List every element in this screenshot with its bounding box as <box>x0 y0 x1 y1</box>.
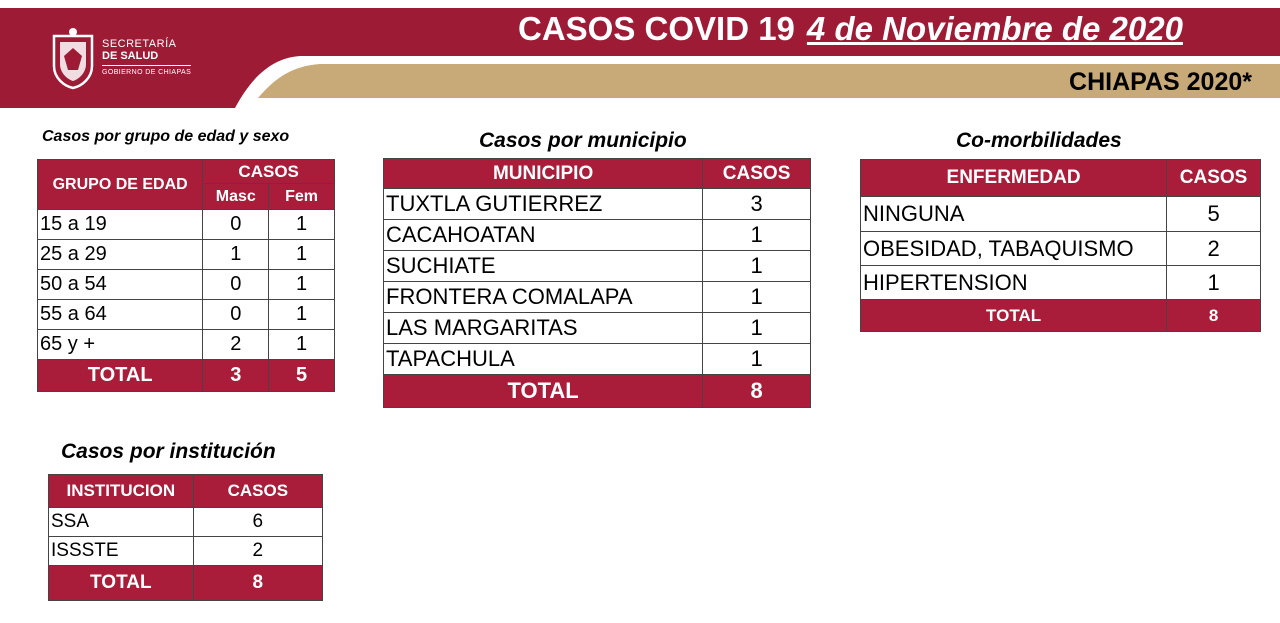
table-row <box>861 232 1261 266</box>
total-label: TOTAL <box>384 375 703 408</box>
total-value: 8 <box>193 566 322 601</box>
municipio-cases: 1 <box>703 344 811 375</box>
municipio-cases: 1 <box>703 282 811 313</box>
disease-name: HIPERTENSION <box>861 266 1167 300</box>
total-value: 8 <box>703 375 811 408</box>
org-line3: GOBIERNO DE CHIAPAS <box>102 65 191 76</box>
col-header-cases: CASOS <box>203 160 335 184</box>
municipio-name: FRONTERA COMALAPA <box>384 282 703 313</box>
fem-count: 1 <box>269 210 335 240</box>
total-fem: 5 <box>269 360 335 392</box>
fem-count: 1 <box>269 330 335 360</box>
total-row <box>861 300 1261 332</box>
municipio-cases: 1 <box>703 251 811 282</box>
municipio-name: TAPACHULA <box>384 344 703 375</box>
col-header-cases: CASOS <box>1167 160 1261 197</box>
comorb-caption: Co-morbilidades <box>956 129 1122 152</box>
municipio-name: TUXTLA GUTIERREZ <box>384 189 703 220</box>
org-line2: DE SALUD <box>102 50 159 62</box>
table-row <box>384 220 811 251</box>
age-sex-caption: Casos por grupo de edad y sexo <box>42 128 290 145</box>
disease-cases: 2 <box>1167 232 1261 266</box>
table-row <box>49 537 323 566</box>
age-sex-table <box>37 159 335 392</box>
col-header-municipio: MUNICIPIO <box>384 159 703 189</box>
state-seal-icon <box>48 26 98 90</box>
fem-count: 1 <box>269 300 335 330</box>
org-line1: SECRETARÍA <box>102 38 177 50</box>
total-label: TOTAL <box>49 566 194 601</box>
org-logo-text <box>102 38 191 76</box>
municipio-name: CACAHOATAN <box>384 220 703 251</box>
masc-count: 2 <box>203 330 269 360</box>
title-date: 4 de Noviembre de 2020 <box>806 10 1183 47</box>
disease-name: OBESIDAD, TABAQUISMO <box>861 232 1167 266</box>
disease-cases: 1 <box>1167 266 1261 300</box>
table-row <box>384 251 811 282</box>
age-group: 50 a 54 <box>38 270 203 300</box>
col-header-masc: Masc <box>203 184 269 210</box>
disease-name: NINGUNA <box>861 197 1167 232</box>
institucion-table <box>48 474 323 601</box>
table-row <box>861 197 1261 232</box>
institution-cases: 2 <box>193 537 322 566</box>
table-row <box>384 282 811 313</box>
total-row <box>384 375 811 408</box>
municipio-cases: 3 <box>703 189 811 220</box>
col-header-fem: Fem <box>269 184 335 210</box>
institution-cases: 6 <box>193 508 322 537</box>
municipio-cases: 1 <box>703 313 811 344</box>
total-masc: 3 <box>203 360 269 392</box>
table-row <box>384 189 811 220</box>
table-row <box>38 270 335 300</box>
total-label: TOTAL <box>861 300 1167 332</box>
institution-name: ISSSTE <box>49 537 194 566</box>
table-row <box>38 300 335 330</box>
municipio-caption: Casos por municipio <box>479 129 687 152</box>
disease-cases: 5 <box>1167 197 1261 232</box>
col-header-cases: CASOS <box>703 159 811 189</box>
masc-count: 0 <box>203 210 269 240</box>
age-group: 25 a 29 <box>38 240 203 270</box>
table-row <box>49 508 323 537</box>
age-group: 15 a 19 <box>38 210 203 240</box>
institution-name: SSA <box>49 508 194 537</box>
masc-count: 0 <box>203 300 269 330</box>
table-row <box>38 210 335 240</box>
col-header-enfermedad: ENFERMEDAD <box>861 160 1167 197</box>
table-row <box>861 266 1261 300</box>
total-label: TOTAL <box>38 360 203 392</box>
total-row <box>38 360 335 392</box>
col-header-institucion: INSTITUCION <box>49 475 194 508</box>
institucion-caption: Casos por institución <box>61 440 276 463</box>
municipio-cases: 1 <box>703 220 811 251</box>
table-row <box>384 344 811 375</box>
table-row <box>38 240 335 270</box>
masc-count: 0 <box>203 270 269 300</box>
municipio-name: SUCHIATE <box>384 251 703 282</box>
fem-count: 1 <box>269 270 335 300</box>
municipio-name: LAS MARGARITAS <box>384 313 703 344</box>
age-group: 55 a 64 <box>38 300 203 330</box>
col-header-cases: CASOS <box>193 475 322 508</box>
title-text: CASOS COVID 19 <box>518 10 795 47</box>
total-value: 8 <box>1167 300 1261 332</box>
page-title <box>518 10 1183 48</box>
table-row <box>384 313 811 344</box>
total-row <box>49 566 323 601</box>
masc-count: 1 <box>203 240 269 270</box>
municipio-table <box>383 158 811 408</box>
fem-count: 1 <box>269 240 335 270</box>
col-header-group: GRUPO DE EDAD <box>38 160 203 210</box>
comorb-table <box>860 159 1261 332</box>
age-group: 65 y + <box>38 330 203 360</box>
table-row <box>38 330 335 360</box>
region-subtitle: CHIAPAS 2020* <box>1069 68 1252 96</box>
